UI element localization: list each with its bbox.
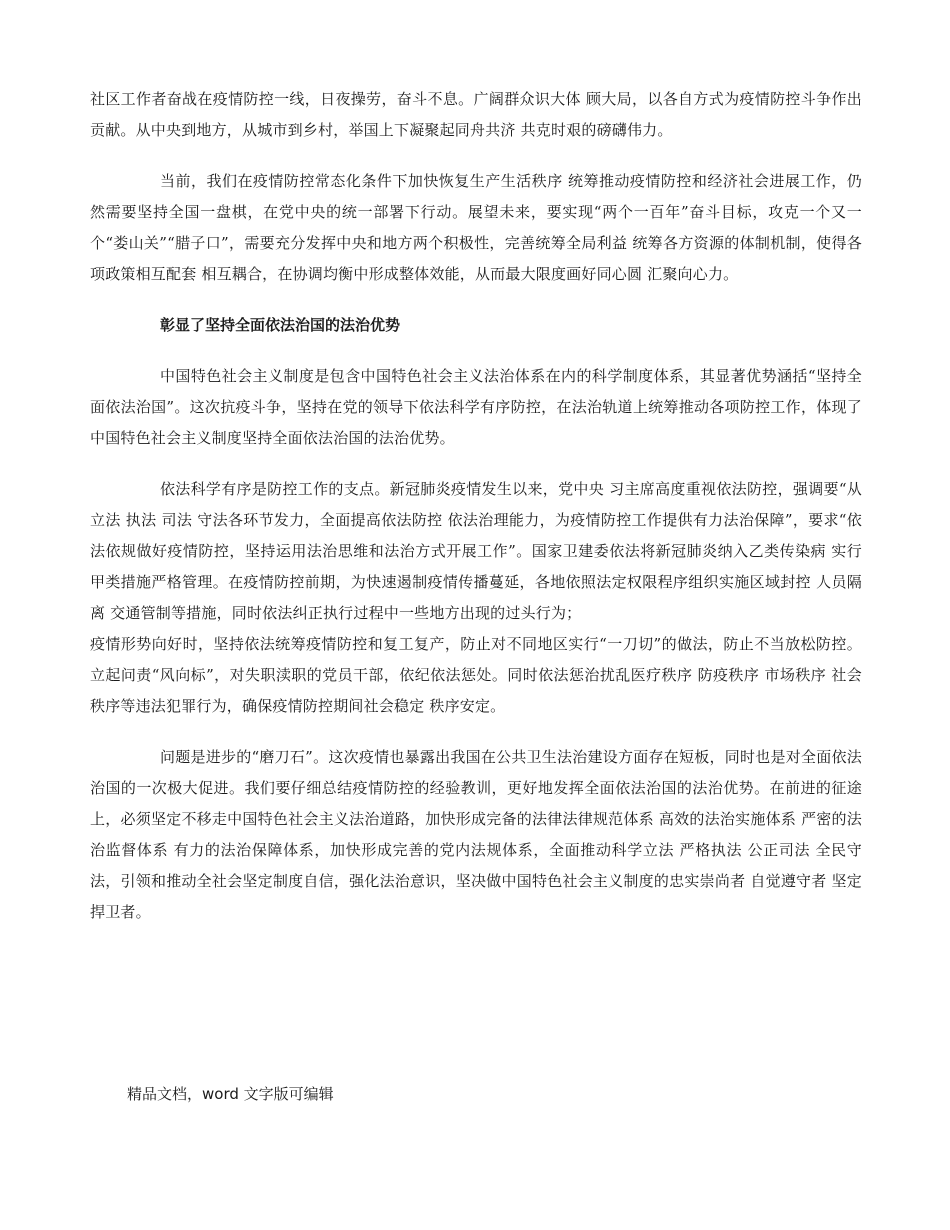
paragraph-2: 当前，我们在疫情防控常态化条件下加快恢复生产生活秩序 统筹推动疫情防控和经济社会进展工作，仍然需要坚持全国一盘棋，在党中央的统一部署下行动。展望未来，要实现“两个一百年”奋斗目标，攻克一个又一个“娄山关”“腊子口”，需要充分发挥中央和地方两个积极性，完善统筹全局利益 统筹各方资源的体制机制，使得各项政策相互配套 相互耦合，在协调均衡中形成整体效能，从而最大限度画好同心圆 汇聚向心力。: [90, 172, 862, 283]
paragraph-4: 依法科学有序是防控工作的支点。新冠肺炎疫情发生以来，党中央 习主席高度重视依法防控，强调要“从立法 执法 司法 守法各环节发力，全面提高依法防控 依法治理能力，为疫情防控工作提供有力法治保障”，要求“依法依规做好疫情防控，坚持运用法治思维和法治方式开展工作”。国家卫建委依法将新冠肺炎纳入乙类传染病 实行甲类措施严格管理。在疫情防控前期，为快速遏制疫情传播蔓延，各地依照法定权限程序组织实施区域封控 人员隔离 交通管制等措施，同时依法纠正执行过程中一些地方出现的过头行为；: [90, 480, 862, 622]
paragraph-6: 问题是进步的“磨刀石”。这次疫情也暴露出我国在公共卫生法治建设方面存在短板，同时也是对全面依法治国的一次极大促进。我们要仔细总结疫情防控的经验教训，更好地发挥全面依法治国的法治优势。在前进的征途上，必须坚定不移走中国特色社会主义法治道路，加快形成完备的法律法律规范体系 高效的法治实施体系 严密的法治监督体系 有力的法治保障体系，加快形成完善的党内法规体系，全面推动科学立法 严格执法 公正司法 全民守法，引领和推动全社会坚定制度自信，强化法治意识，坚决做中国特色社会主义制度的忠实崇尚者 自觉遵守者 坚定捍卫者。: [90, 748, 862, 921]
paragraph-5: 疫情形势向好时，坚持依法统筹疫情防控和复工复产，防止对不同地区实行“一刀切”的做法，防止不当放松防控。立起问责“风向标”，对失职渎职的党员干部，依纪依法惩处。同时依法惩治扰乱医疗秩序 防疫秩序 市场秩序 社会秩序等违法犯罪行为，确保疫情防控期间社会稳定 秩序安定。: [90, 635, 862, 715]
section-heading: 彰显了坚持全面依法治国的法治优势: [160, 316, 401, 334]
paragraph-1: 社区工作者奋战在疫情防控一线，日夜操劳，奋斗不息。广阔群众识大体 顾大局，以各自方式为疫情防控斗争作出贡献。从中央到地方，从城市到乡村，举国上下凝聚起同舟共济 共克时艰的磅礴伟力。: [90, 90, 862, 139]
footer-note: 精品文档，word 文字版可编辑: [127, 1085, 334, 1103]
document-body: [90, 84, 862, 928]
paragraph-3: 中国特色社会主义制度是包含中国特色社会主义法治体系在内的科学制度体系，其显著优势涵括“坚持全面依法治国”。这次抗疫斗争，坚持在党的领导下依法科学有序防控，在法治轨道上统筹推动各项防控工作，体现了中国特色社会主义制度坚持全面依法治国的法治优势。: [90, 367, 862, 447]
